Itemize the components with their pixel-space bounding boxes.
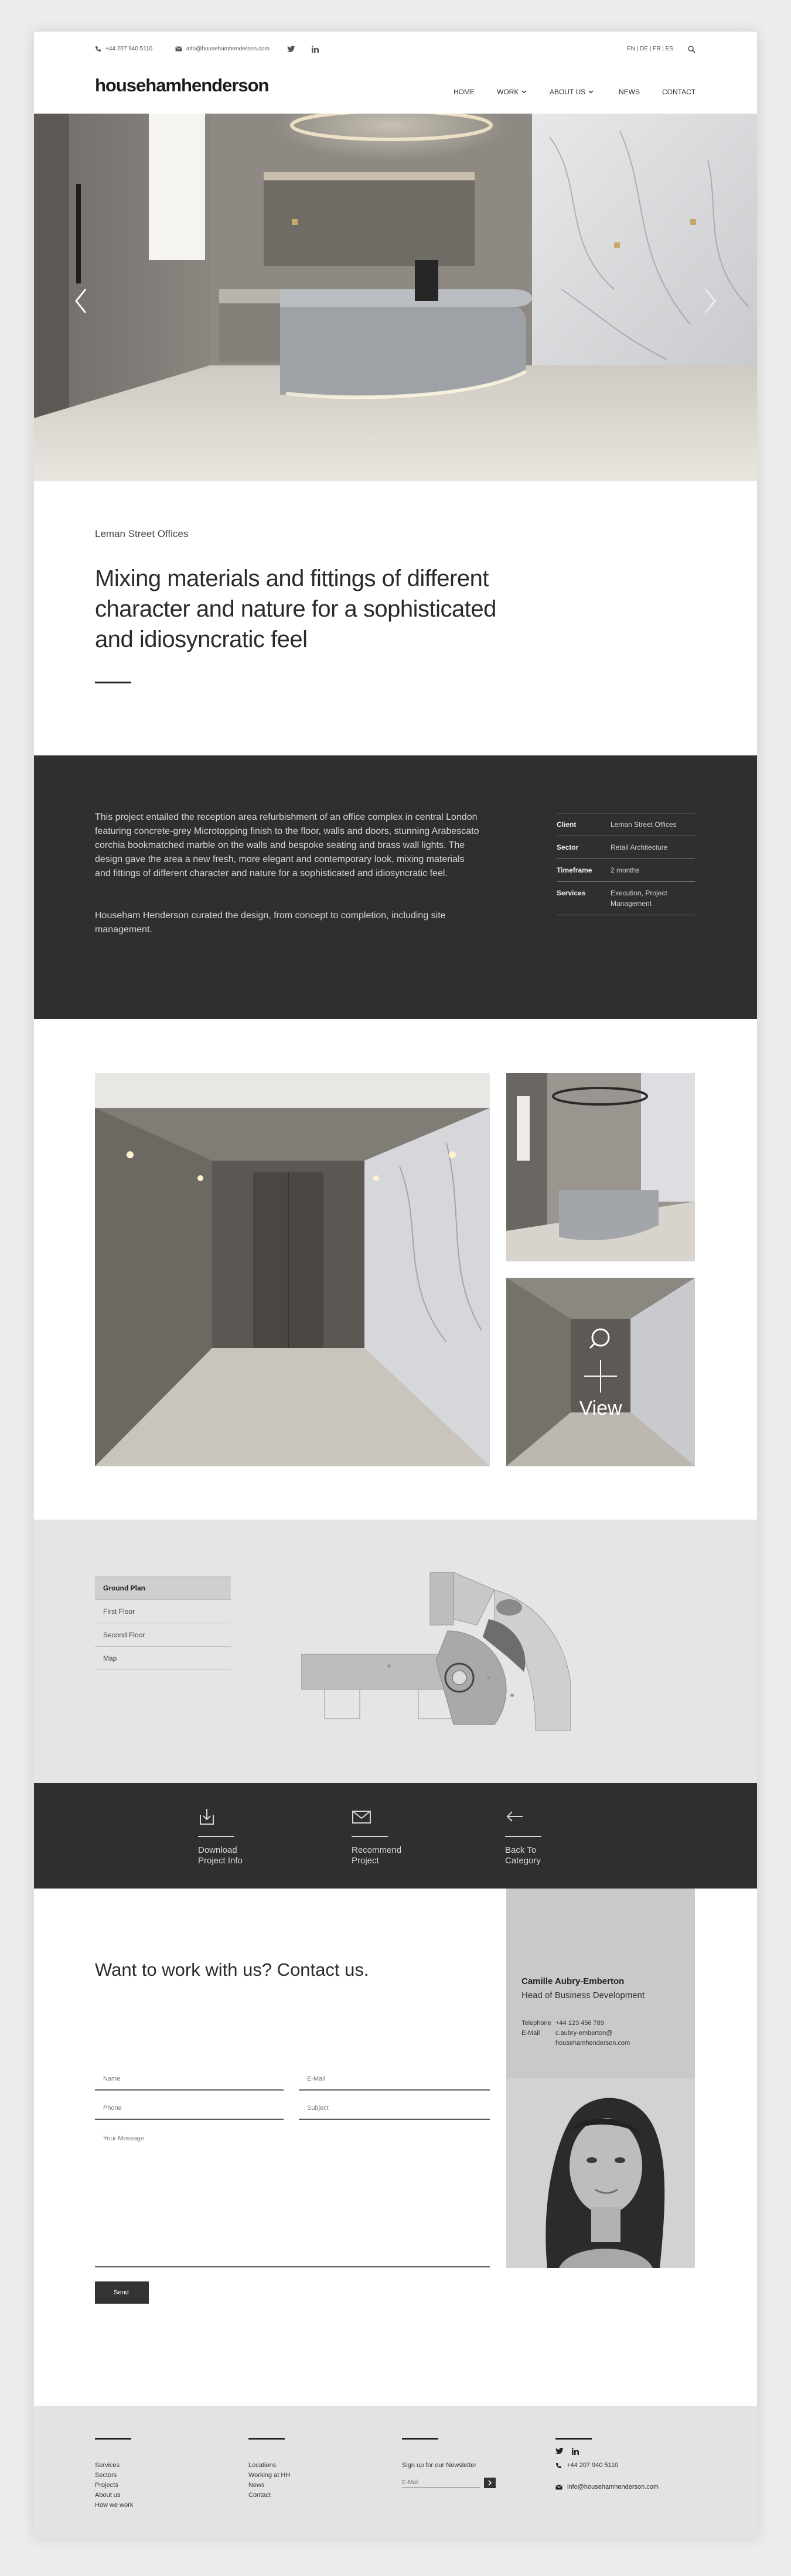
topbar-phone[interactable] [95,46,152,52]
nav-about[interactable] [550,88,594,96]
floor-plans-section [34,1520,757,1783]
nav-home[interactable] [454,88,475,96]
footer-link[interactable]: Sectors [95,2472,117,2479]
top-bar [34,32,757,63]
phone-input[interactable] [103,2105,284,2112]
hero-image [34,114,757,481]
chevron-left-icon [69,283,93,319]
subject-input[interactable] [307,2105,490,2112]
footer-email[interactable] [555,2482,659,2492]
mail-icon [175,46,182,52]
plan-tab-second[interactable]: Second Floor [95,1623,231,1647]
contact-person-details [521,2019,630,2048]
project-heading: Mixing materials and fittings of different character and nature for a sophisticated and idiosyncratic feel [95,566,496,652]
heading-divider [95,682,131,683]
footer-link[interactable]: Working at HH [248,2472,291,2479]
footer-phone[interactable] [555,2461,659,2471]
footer-col-1 [95,2438,133,2510]
footer-divider [402,2438,438,2440]
plan-tab-first[interactable]: First Floor [95,1600,231,1623]
linkedin-link[interactable] [312,46,319,53]
fact-value: Retail Architecture [611,843,668,851]
telephone-label: Telephone [521,2020,551,2027]
footer-social [555,2448,659,2455]
name-input[interactable] [103,2075,284,2082]
gallery-photo [506,1073,695,1261]
hero-prev-button[interactable] [69,283,93,319]
nav-contact[interactable] [662,88,695,96]
fact-value: Leman Street Offices [611,820,677,829]
action-divider [352,1836,388,1837]
footer-link[interactable]: Contact [248,2492,271,2499]
fact-row [557,859,695,882]
footer-col-2 [248,2438,290,2500]
chevron-right-icon [698,283,722,319]
project-info-section [34,755,757,1019]
footer-link[interactable]: News [248,2482,265,2489]
newsletter-label: Sign up for our Newsletter [402,2462,477,2469]
search-button[interactable] [688,46,695,53]
contact-person-role: Head of Business Development [521,1990,645,2000]
nav-contact-label: CONTACT [662,88,696,96]
message-input[interactable] [103,2135,490,2258]
arrow-right-icon [484,2478,496,2488]
arrow-left-icon [505,1808,525,1825]
back-to-category-button[interactable] [505,1808,570,1866]
mail-icon [555,2485,562,2490]
send-button[interactable]: Send [95,2281,149,2304]
chevron-down-icon [588,90,594,94]
fact-key: Services [557,889,586,897]
view-label: View [579,1397,622,1419]
nav-home-label: HOME [454,88,475,96]
phone-field[interactable] [95,2099,284,2120]
page [34,32,757,2538]
twitter-icon [287,46,295,52]
footer-link[interactable]: How we work [95,2502,134,2509]
plan-tab-map[interactable]: Map [95,1647,231,1670]
nav-news-label: NEWS [619,88,640,96]
phone-icon [555,2462,562,2469]
footer-contact [555,2438,659,2492]
project-credits: Househam Henderson curated the design, from concept to completion, including site management. [95,911,446,935]
language-switcher[interactable] [627,46,673,52]
fact-key: Sector [557,843,579,851]
envelope-icon [352,1808,371,1825]
footer-newsletter [402,2438,496,2488]
nav-work-label: WORK [497,88,519,96]
gallery-photo [95,1073,490,1466]
action-divider [505,1836,541,1837]
gallery-image-corridor[interactable] [95,1073,490,1466]
telephone-value[interactable]: +44 123 456 789 [555,2020,604,2027]
subject-field[interactable] [299,2099,490,2120]
linkedin-icon[interactable] [572,2448,579,2455]
newsletter-email-input[interactable] [402,2478,480,2488]
topbar-phone-text: +44 207 940 5110 [105,46,153,52]
name-field[interactable] [95,2069,284,2091]
fact-key: Client [557,820,577,829]
fact-value: 2 months [611,866,640,874]
footer [34,2406,757,2538]
gallery-image-reception[interactable] [506,1073,695,1261]
fact-row [557,882,695,915]
topbar-email[interactable] [175,46,270,52]
hero-next-button[interactable] [698,283,722,319]
footer-link[interactable]: Projects [95,2482,118,2489]
newsletter-form [402,2478,496,2488]
floor-plan-drawing [301,1566,582,1736]
footer-email-text: info@househamhenderson.com [567,2483,659,2491]
plan-tab-ground[interactable]: Ground Plan [95,1576,231,1600]
contact-person-name: Camille Aubry-Emberton [521,1976,625,1986]
footer-divider [248,2438,285,2440]
chevron-down-icon [521,90,527,94]
download-project-label: Download Project Info [198,1845,243,1866]
download-project-button[interactable] [198,1808,262,1866]
nav-about-label: ABOUT US [550,88,586,96]
logo[interactable]: househamhenderson [95,75,269,95]
footer-link[interactable]: Locations [248,2462,277,2469]
nav-work[interactable] [497,88,527,96]
newsletter-submit-button[interactable] [484,2478,496,2488]
footer-link[interactable]: About us [95,2492,121,2499]
topbar-email-text: info@househamhenderson.com [186,46,270,52]
project-label: Leman Street Offices [95,528,189,539]
footer-divider [95,2438,131,2440]
email-input[interactable] [307,2075,490,2082]
plan-tabs [95,1576,231,1670]
twitter-icon[interactable] [555,2448,564,2454]
view-overlay [506,1278,695,1466]
contact-person-photo [506,2078,695,2268]
action-divider [198,1836,234,1837]
language-switcher-text: EN | DE | FR | ES [627,46,673,52]
project-facts [557,813,695,915]
footer-divider [555,2438,592,2440]
phone-icon [95,46,101,52]
zoom-icon [583,1325,618,1395]
email-field[interactable] [299,2069,490,2091]
linkedin-icon [312,46,319,53]
email-value-line-1[interactable]: c.aubry-emberton@ [555,2030,613,2037]
project-actions [34,1783,757,1889]
fact-row [557,813,695,836]
recommend-project-label: Recommend Project [352,1845,402,1866]
gallery-view-button[interactable] [506,1278,695,1466]
twitter-link[interactable] [287,46,295,52]
nav-news[interactable] [619,88,640,96]
download-icon [198,1808,216,1826]
recommend-project-button[interactable] [352,1808,416,1866]
back-to-category-label: Back To Category [505,1845,541,1866]
message-field[interactable] [95,2129,490,2267]
email-label: E-Mail [521,2030,540,2037]
footer-phone-text: +44 207 940 5110 [567,2462,619,2469]
footer-link[interactable]: Services [95,2462,120,2469]
fact-key: Timeframe [557,866,592,874]
fact-row [557,836,695,859]
contact-person-card [506,1889,695,2268]
contact-heading: Want to work with us? Contact us. [95,1959,369,1980]
project-description: This project entailed the reception area refurbishment of an office complex in central London featuring concrete-grey Microtopping finish to the floor, walls and doors, stunning Arabescato corchia bookmatched marble on the walls and bespoke seating and brass wall lights. The design gave the area a new fresh, more elegant and contemporary look, mixing materials and fittings of different character and nature for a sophisticated and idiosyncratic feel. [95,812,479,878]
fact-value: Execution, Project Management [611,889,667,908]
hero-slider [34,114,757,481]
email-value-line-2[interactable]: househamhenderson.com [555,2040,630,2047]
search-icon [688,46,695,53]
